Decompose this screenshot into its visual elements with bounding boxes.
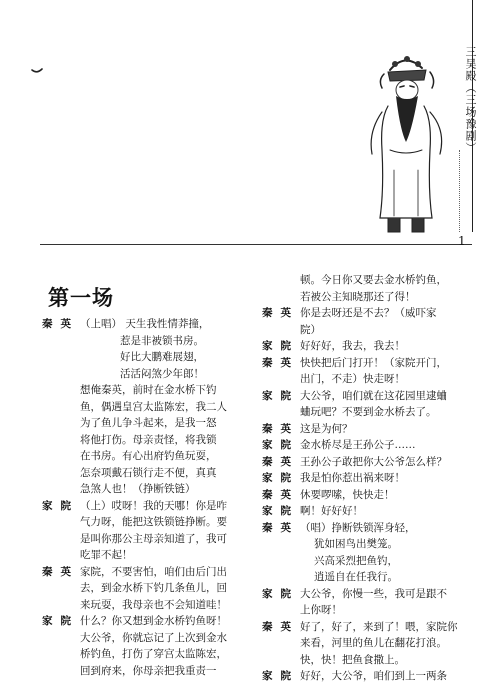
dialogue-text: 啊！好好好！ — [300, 505, 363, 517]
dialogue-text: 休要啰嗦，快快走！ — [300, 488, 395, 501]
script-line — [262, 536, 474, 553]
script-line — [262, 437, 474, 454]
dialogue-text: 家院，不要害怕，咱们由后门出 — [80, 565, 227, 578]
dialogue-text: 出门，不走）快走呀！ — [300, 373, 405, 385]
dialogue-text: 兴高采烈把鱼钓， — [314, 554, 398, 567]
dialogue-text: 去，到金水桥下钓几条鱼儿，回 — [80, 582, 227, 594]
dialogue-text: 急煞人也！（挣断铁链） — [80, 483, 196, 495]
right-column — [262, 272, 474, 685]
header-rule — [40, 244, 472, 245]
dialogue-text: 顿。今日你又要去金水桥钓鱼， — [300, 274, 447, 286]
script-line — [42, 630, 254, 647]
speaker-name: 秦英 — [262, 521, 299, 534]
speaker-name: 家院 — [262, 389, 299, 402]
script-line — [262, 668, 474, 685]
dialogue-text: 院） — [300, 323, 321, 336]
page-number: 1 — [458, 234, 466, 248]
dialogue-text: 你是去呀还是不去？（威吓家 — [300, 307, 437, 319]
script-line — [42, 333, 254, 350]
dialogue-text: 桥钓鱼，打伤了穿宫太监陈宏， — [80, 648, 227, 660]
dialogue-text: （上）哎呀！我的天哪！你是咋 — [80, 499, 227, 512]
script-line — [262, 322, 474, 339]
script-line — [262, 272, 474, 289]
script-line — [262, 520, 474, 537]
dialogue-text: 是叫你那公主母亲知道了，我可 — [80, 532, 227, 545]
dialogue-text: 大公爷，咱们就在这花园里逮蛐 — [300, 389, 447, 402]
script-line — [262, 470, 474, 487]
script-line — [42, 531, 254, 548]
script-line — [262, 619, 474, 636]
dialogue-text: 来看，河里的鱼儿在翻花打浪。 — [300, 637, 447, 649]
dialogue-text: 若被公主知晓那还了得！ — [300, 290, 416, 303]
dialogue-text: 怎奈项戴石锁行走不便，真真 — [80, 466, 217, 479]
speaker-name: 家院 — [262, 505, 299, 517]
speaker-name: 家院 — [262, 439, 299, 451]
dialogue-text: 来玩耍，我母亲也不会知道哇！ — [80, 598, 227, 611]
script-line — [42, 448, 254, 465]
script-line — [262, 404, 474, 421]
script-line — [42, 613, 254, 630]
script-line — [42, 432, 254, 449]
speaker-name: 家院 — [262, 340, 299, 352]
script-line — [42, 415, 254, 432]
ink-mark — [30, 66, 44, 74]
script-line — [42, 465, 254, 482]
script-line — [42, 316, 254, 333]
script-line — [262, 454, 474, 471]
opera-figure-illustration — [360, 50, 450, 240]
script-line — [42, 580, 254, 597]
dialogue-text: 大公爷，你慢一些，我可是跟不 — [300, 587, 447, 600]
left-column — [42, 316, 254, 679]
script-line — [262, 553, 474, 570]
dialogue-text: 这是为何？ — [300, 422, 353, 435]
running-head: 三吴殿（三场豫剧） — [464, 46, 477, 154]
dialogue-text: 金水桥尽是王孙公子…… — [300, 439, 416, 451]
dialogue-text: 快，快！把鱼食撒上。 — [300, 653, 405, 666]
script-line — [262, 569, 474, 586]
dialogue-text: 好比大鹏难展翅， — [120, 351, 204, 363]
script-line — [262, 421, 474, 438]
script-line — [262, 635, 474, 652]
script-line — [262, 289, 474, 306]
dialogue-text: 好了，好了，来到了！喂，家院你 — [300, 620, 458, 633]
speaker-name: 秦英 — [262, 356, 299, 369]
script-line — [42, 481, 254, 498]
script-line — [262, 503, 474, 520]
dialogue-text: 我是怕你惹出祸来呀！ — [300, 472, 405, 484]
script-line — [262, 371, 474, 388]
script-line — [42, 349, 254, 366]
dialogue-text: 好好好，我去，我去！ — [300, 340, 405, 352]
dialogue-text: 鱼，偶遇皇宫太监陈宏，我二人 — [80, 400, 227, 413]
script-line — [262, 602, 474, 619]
speaker-name: 家院 — [42, 615, 79, 627]
dialogue-text: （上唱） 天生我性情莽撞， — [80, 318, 210, 330]
script-line — [42, 366, 254, 383]
script-line — [42, 514, 254, 531]
dotted-leader — [459, 150, 461, 232]
speaker-name: 秦英 — [262, 455, 299, 468]
dialogue-text: 将他打伤。母亲责怪，将我锁 — [80, 433, 217, 446]
script-line — [262, 338, 474, 355]
script-line — [42, 597, 254, 614]
dialogue-text: 在书房。有心出府钓鱼玩耍， — [80, 450, 217, 462]
dialogue-text: 惹是非被锁书房。 — [120, 334, 204, 347]
script-line — [262, 305, 474, 322]
dialogue-text: 气力呀，能把这铁锁链挣断。要 — [80, 516, 227, 528]
script-line — [262, 355, 474, 372]
dialogue-text: 蛐玩吧？不要到金水桥去了。 — [300, 406, 437, 418]
scene-title: 第一场 — [48, 286, 114, 310]
script-line — [262, 487, 474, 504]
speaker-name: 家院 — [262, 587, 299, 600]
dialogue-text: 王孙公子敢把你大公爷怎么样？ — [300, 455, 447, 468]
dialogue-text: 吃罪不起！ — [80, 549, 133, 561]
script-line — [42, 399, 254, 416]
dialogue-text: 什么？你又想到金水桥钓鱼呀！ — [80, 615, 227, 627]
speaker-name: 秦英 — [262, 620, 299, 633]
dialogue-text: 犹如困鸟出樊笼。 — [314, 538, 398, 550]
script-line — [42, 663, 254, 680]
script-line — [42, 498, 254, 515]
dialogue-text: 活活闷煞少年郎！ — [120, 367, 204, 380]
speaker-name: 秦英 — [262, 307, 299, 319]
dialogue-text: 快快把后门打开！（家院开门， — [300, 356, 447, 369]
script-line — [262, 586, 474, 603]
dialogue-text: 上你呀！ — [300, 604, 342, 616]
speaker-name: 家院 — [262, 472, 299, 484]
speaker-name: 家院 — [262, 670, 299, 682]
speaker-name: 秦英 — [262, 488, 299, 501]
speaker-name: 秦英 — [262, 422, 299, 435]
dialogue-text: 想俺秦英，前时在金水桥下钓 — [80, 384, 217, 396]
script-line — [42, 646, 254, 663]
speaker-name: 家院 — [42, 499, 79, 512]
script-line — [42, 547, 254, 564]
dialogue-text: 逍遥自在任我行。 — [314, 571, 398, 583]
dialogue-text: 为了鱼儿争斗起来，是我一怒 — [80, 417, 217, 429]
dialogue-text: 大公爷，你就忘记了上次到金水 — [80, 631, 227, 644]
script-line — [262, 388, 474, 405]
script-line — [262, 652, 474, 669]
speaker-name: 秦英 — [42, 565, 79, 578]
dialogue-text: 回到府来，你母亲把我重责一 — [80, 664, 217, 677]
dialogue-text: （唱）挣断铁锁浑身轻， — [300, 521, 416, 534]
script-line — [42, 382, 254, 399]
script-line — [42, 564, 254, 581]
dialogue-text: 好好，大公爷，咱们到上一两条 — [300, 670, 447, 682]
speaker-name: 秦英 — [42, 318, 79, 330]
